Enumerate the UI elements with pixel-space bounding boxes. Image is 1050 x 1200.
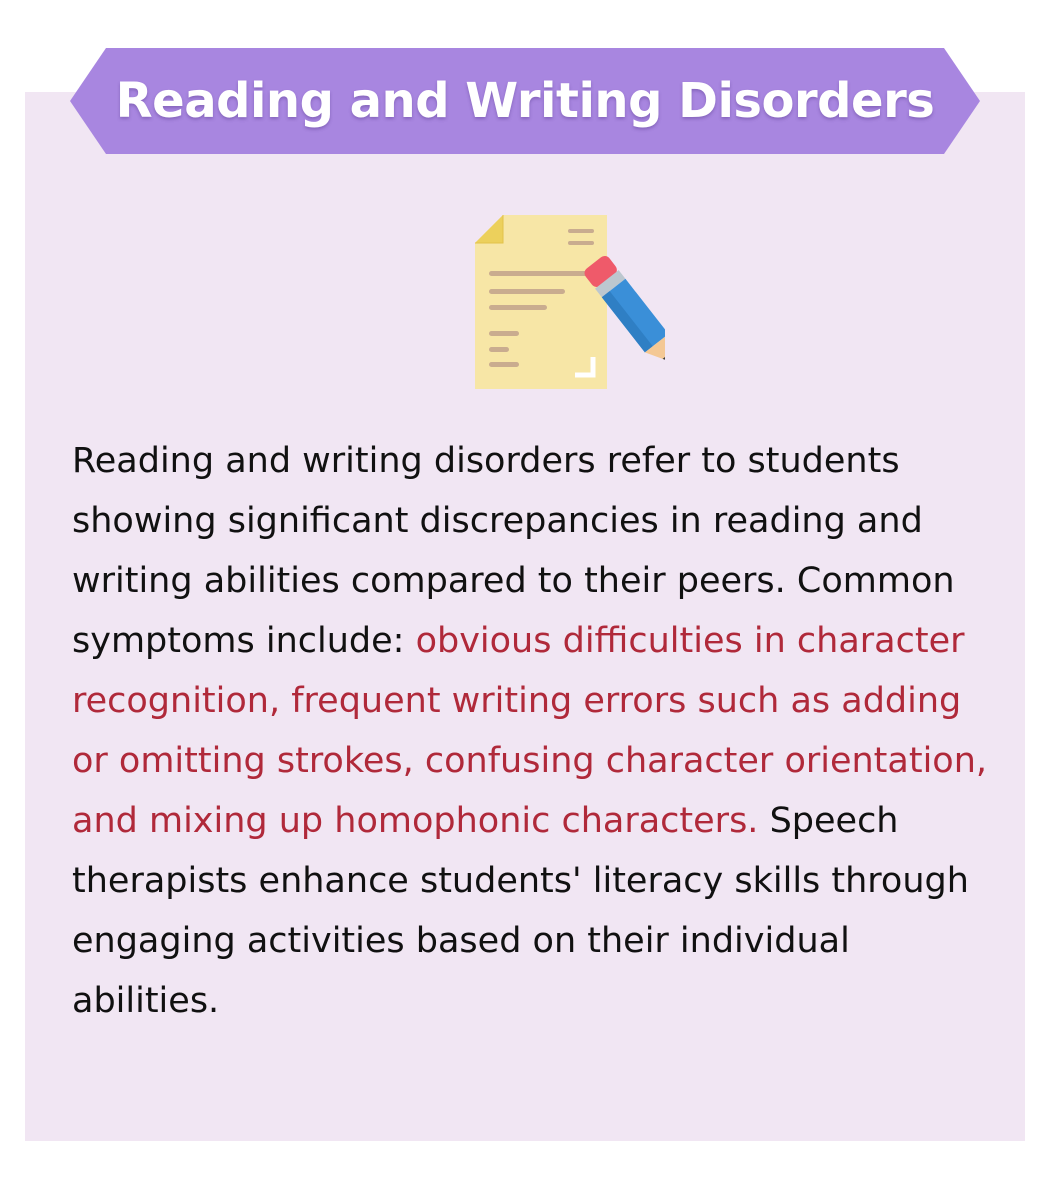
symptoms-highlight: obvious difficulties in character recognition, frequent writing errors such as adding or omitting strokes, confusing character orientation, and mixing up homophonic characters. — [72, 621, 988, 841]
intro-text: Reading and writing disorders refer to students showing significant discrepancies in reading and writing abilities compared to their peers. Common symptoms include: — [72, 441, 955, 661]
page-title: Reading and Writing Disorders — [115, 73, 935, 129]
title-banner — [70, 48, 980, 154]
outro-text: Speech therapists enhance students' literacy skills through engaging activities based on their individual abilities. — [72, 801, 969, 1021]
document-with-pencil-icon — [465, 205, 665, 405]
description-paragraph — [72, 431, 992, 1031]
